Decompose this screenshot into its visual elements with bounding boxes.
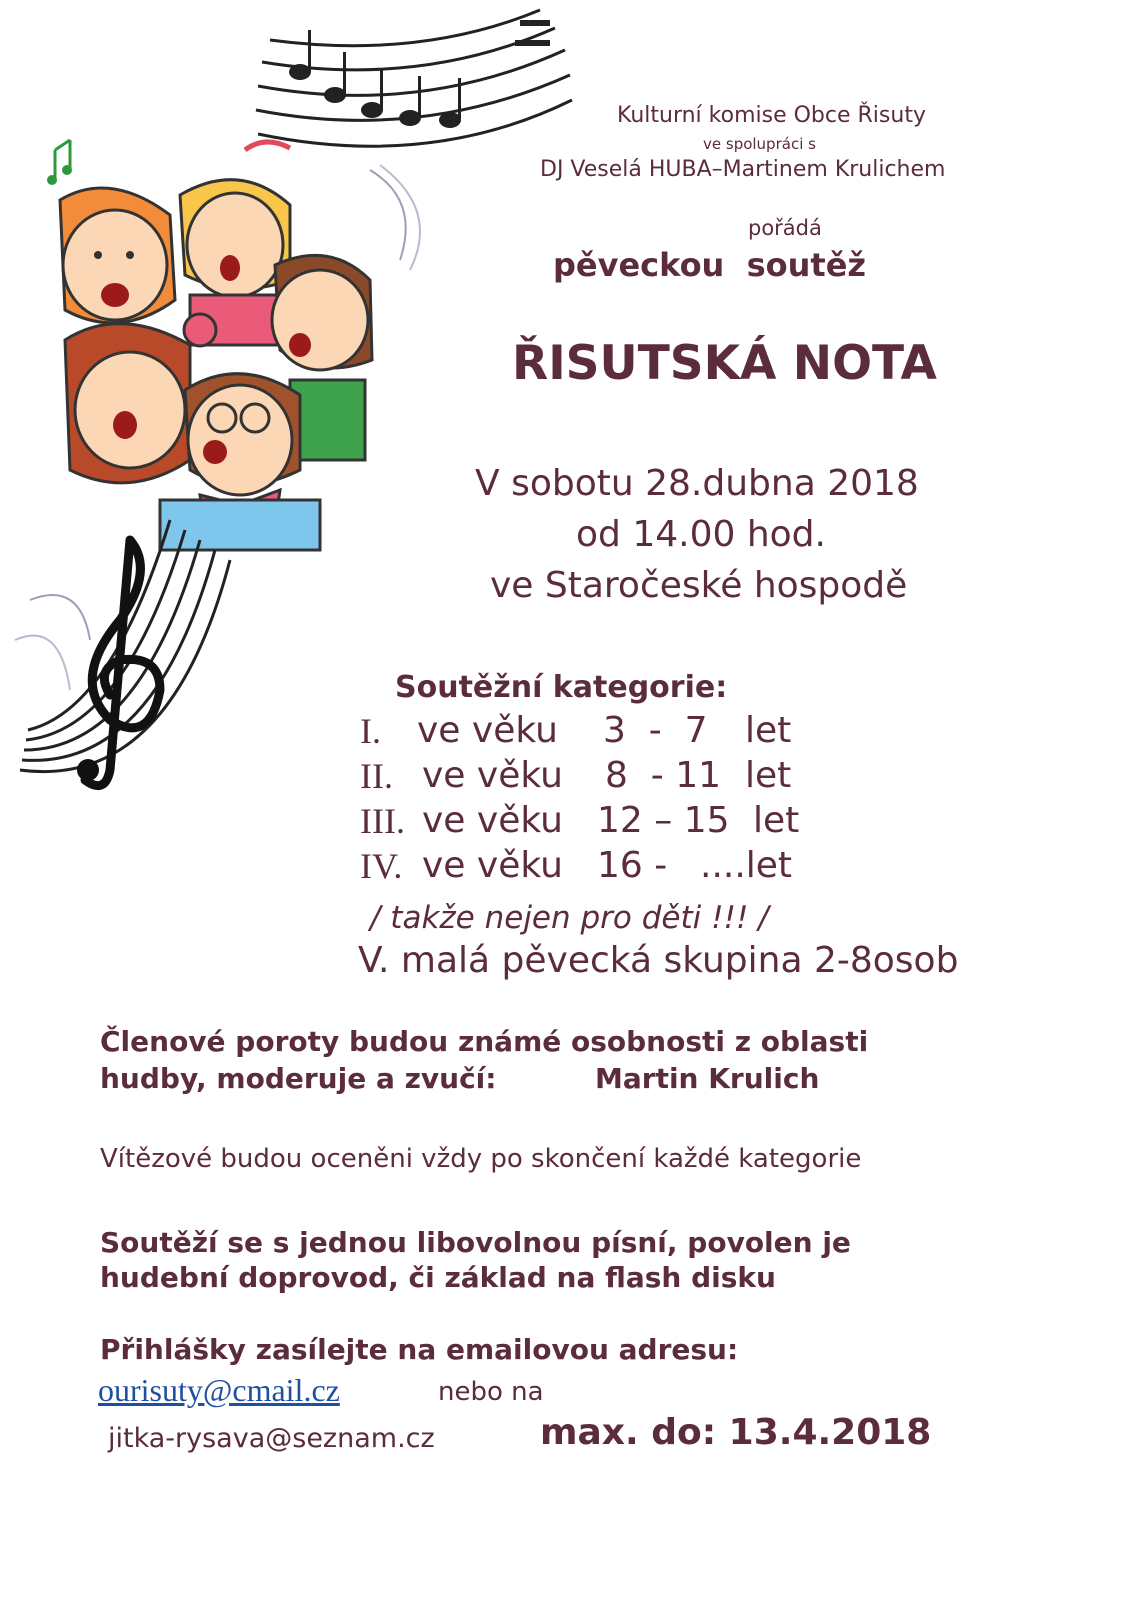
- category-label: ve věku: [417, 710, 558, 751]
- category-row: [360, 710, 820, 755]
- category-range: 3 - 7: [603, 710, 708, 751]
- category-roman: II.: [360, 756, 393, 796]
- category-unit: let: [745, 755, 792, 796]
- categories-group: V. malá pěvecká skupina 2-8osob: [358, 940, 959, 981]
- event-subtitle: pěveckou soutěž: [553, 246, 867, 284]
- categories-heading: Soutěžní kategorie:: [395, 670, 728, 705]
- category-label: ve věku: [422, 800, 563, 841]
- category-label: ve věku: [422, 755, 563, 796]
- event-time: od 14.00 hod.: [576, 514, 826, 555]
- email-link-primary[interactable]: ourisuty@cmail.cz: [98, 1372, 340, 1408]
- category-range: 12 – 15: [597, 800, 730, 841]
- categories-note: / takže nejen pro děti !!! /: [370, 900, 769, 936]
- category-row: [360, 800, 820, 845]
- music-notes-top-icon: [289, 20, 550, 128]
- deadline: max. do: 13.4.2018: [540, 1412, 932, 1453]
- category-unit: let: [745, 710, 792, 751]
- awards-line: Vítězové budou oceněni vždy po skončení každé kategorie: [100, 1144, 862, 1174]
- rules-line-1: Soutěží se s jednou libovolnou písní, povolen je: [100, 1226, 851, 1259]
- category-unit: ....let: [700, 845, 793, 886]
- category-range: 8 - 11: [605, 755, 722, 796]
- rules-line-2: hudební doprovod, či základ na flash disku: [100, 1261, 776, 1294]
- event-place: ve Staročeské hospodě: [490, 565, 908, 606]
- category-range: 16 -: [597, 845, 668, 886]
- event-date: V sobotu 28.dubna 2018: [475, 463, 919, 504]
- contact-or: nebo na: [438, 1377, 544, 1407]
- jury-host: Martin Krulich: [595, 1062, 820, 1095]
- jury-line-1: Členové poroty budou známé osobnosti z oblasti: [100, 1025, 869, 1058]
- category-list: [360, 710, 820, 890]
- child-face-1-icon: [60, 188, 175, 323]
- category-row: [360, 755, 820, 800]
- category-label: ve věku: [422, 845, 563, 886]
- partner-line: DJ Veselá HUBA–Martinem Krulichem: [540, 157, 946, 182]
- organizer-line: Kulturní komise Obce Řisuty: [617, 103, 926, 128]
- category-row: [360, 845, 820, 890]
- email-secondary: jitka-rysava@seznam.cz: [108, 1423, 435, 1454]
- category-roman: III.: [360, 801, 405, 841]
- category-roman: I.: [360, 711, 381, 751]
- category-roman: IV.: [360, 846, 403, 886]
- cooperation-line: ve spolupráci s: [703, 135, 816, 153]
- event-title: ŘISUTSKÁ NOTA: [512, 336, 937, 391]
- contact-heading: Přihlášky zasílejte na emailovou adresu:: [100, 1333, 739, 1366]
- jury-line-2: hudby, moderuje a zvučí:: [100, 1062, 497, 1095]
- announces-line: pořádá: [748, 216, 822, 240]
- category-unit: let: [753, 800, 800, 841]
